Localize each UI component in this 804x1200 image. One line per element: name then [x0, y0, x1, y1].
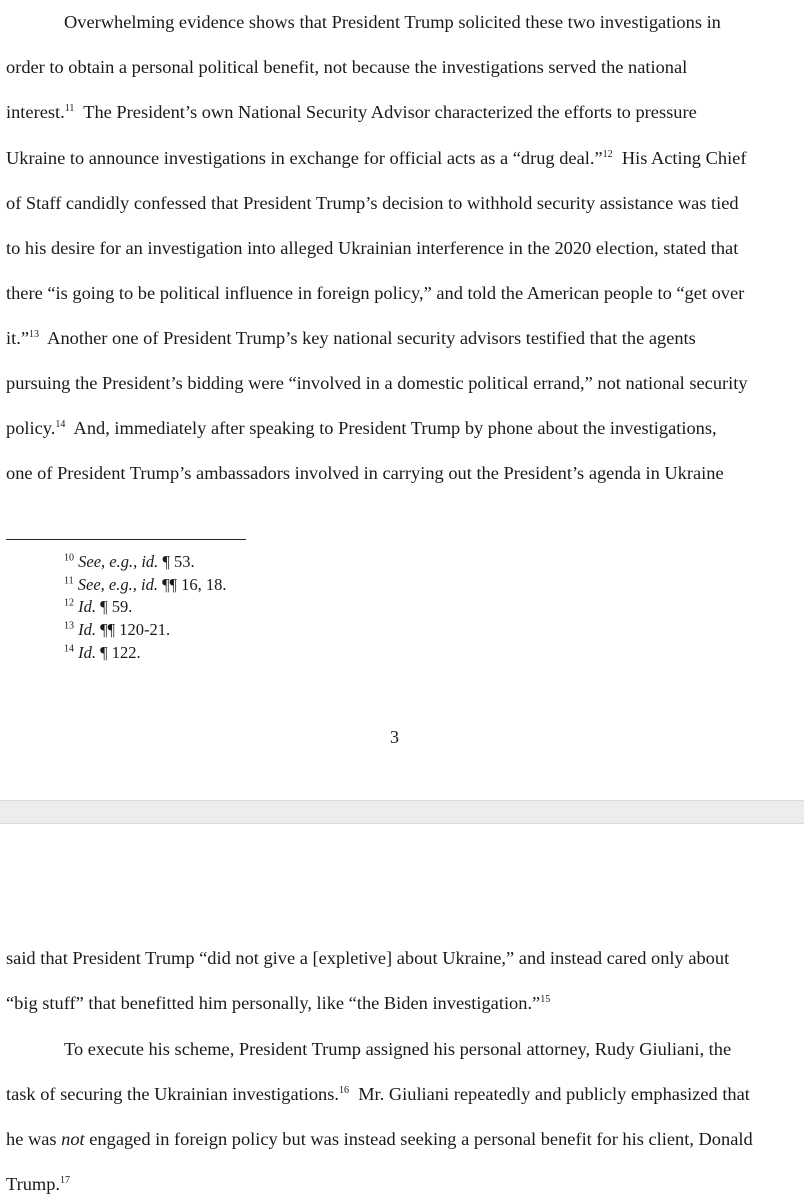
- footnote-ref-14: 14: [55, 418, 66, 430]
- footnote-11: $^{11}$ See, e.g., id. ¶¶ 16, 18.: [64, 575, 227, 594]
- body-line-12: said that President Trump “did not give a [expletive] about Ukraine,” and instead cared only about: [6, 948, 730, 968]
- footnote-ref-16: 16: [339, 1084, 349, 1096]
- emphasis-not: not: [61, 1129, 85, 1149]
- body-line-6: to his desire for an investigation into alleged Ukrainian interference in the 2020 election, stated that: [6, 238, 739, 258]
- body-line-10: policy.$^{14}$ And, immediately after speaking to President Trump by phone about the investigations,: [6, 418, 717, 438]
- body-line-8: it.”$^{13}$ Another one of President Trump’s key national security advisors testified that the agents: [6, 328, 696, 348]
- footnote-ref-12: 12: [602, 148, 613, 160]
- body-line-17: Trump.$^{17}$: [6, 1174, 71, 1194]
- body-line-11: one of President Trump’s ambassadors involved in carrying out the President’s agenda in Ukraine: [6, 463, 724, 483]
- body-line-5: of Staff candidly confessed that President Trump’s decision to withhold security assistance was tied: [6, 193, 739, 213]
- footnote-13: $^{13}$ Id. ¶¶ 120-21.: [64, 620, 171, 639]
- footnote-14: $^{14}$ Id. ¶ 122.: [64, 643, 141, 662]
- footnote-ref-15: 15: [540, 993, 551, 1005]
- body-line-7: there “is going to be political influence in foreign policy,” and told the American people to “get over: [6, 283, 745, 303]
- body-line-13: “big stuff” that benefitted him personally, like “the Biden investigation.”$^{15}$: [6, 993, 551, 1013]
- body-line-1: Overwhelming evidence shows that President Trump solicited these two investigations in: [64, 12, 721, 32]
- page-number: 3: [390, 727, 399, 747]
- footnote-12: $^{12}$ Id. ¶ 59.: [64, 597, 133, 616]
- footnote-ref-13: 13: [28, 328, 39, 340]
- body-line-3: interest.$^{11}$ The President’s own National Security Advisor characterized the efforts to pressure: [6, 102, 697, 122]
- footnote-10: $^{10}$ See, e.g., id. ¶ 53.: [64, 552, 195, 571]
- body-line-15: task of securing the Ukrainian investigations.$^{16}$ Mr. Giuliani repeatedly and publicly emphasized that: [6, 1084, 750, 1104]
- page-4: [0, 824, 804, 1200]
- body-line-14: To execute his scheme, President Trump assigned his personal attorney, Rudy Giuliani, the: [64, 1039, 732, 1059]
- body-line-2: order to obtain a personal political benefit, not because the investigations served the national: [6, 57, 688, 77]
- page-gap: [0, 800, 804, 824]
- footnote-separator: [6, 539, 246, 540]
- footnote-ref-17: 17: [60, 1174, 71, 1186]
- body-line-4: Ukraine to announce investigations in exchange for official acts as a “drug deal.”$^{12}$ His Acting Chief: [6, 148, 747, 168]
- body-line-16: he was not engaged in foreign policy but was instead seeking a personal benefit for his client, Donald: [6, 1129, 753, 1149]
- footnote-ref-11: 11: [64, 102, 75, 114]
- body-line-9: pursuing the President’s bidding were “involved in a domestic political errand,” not national security: [6, 373, 748, 393]
